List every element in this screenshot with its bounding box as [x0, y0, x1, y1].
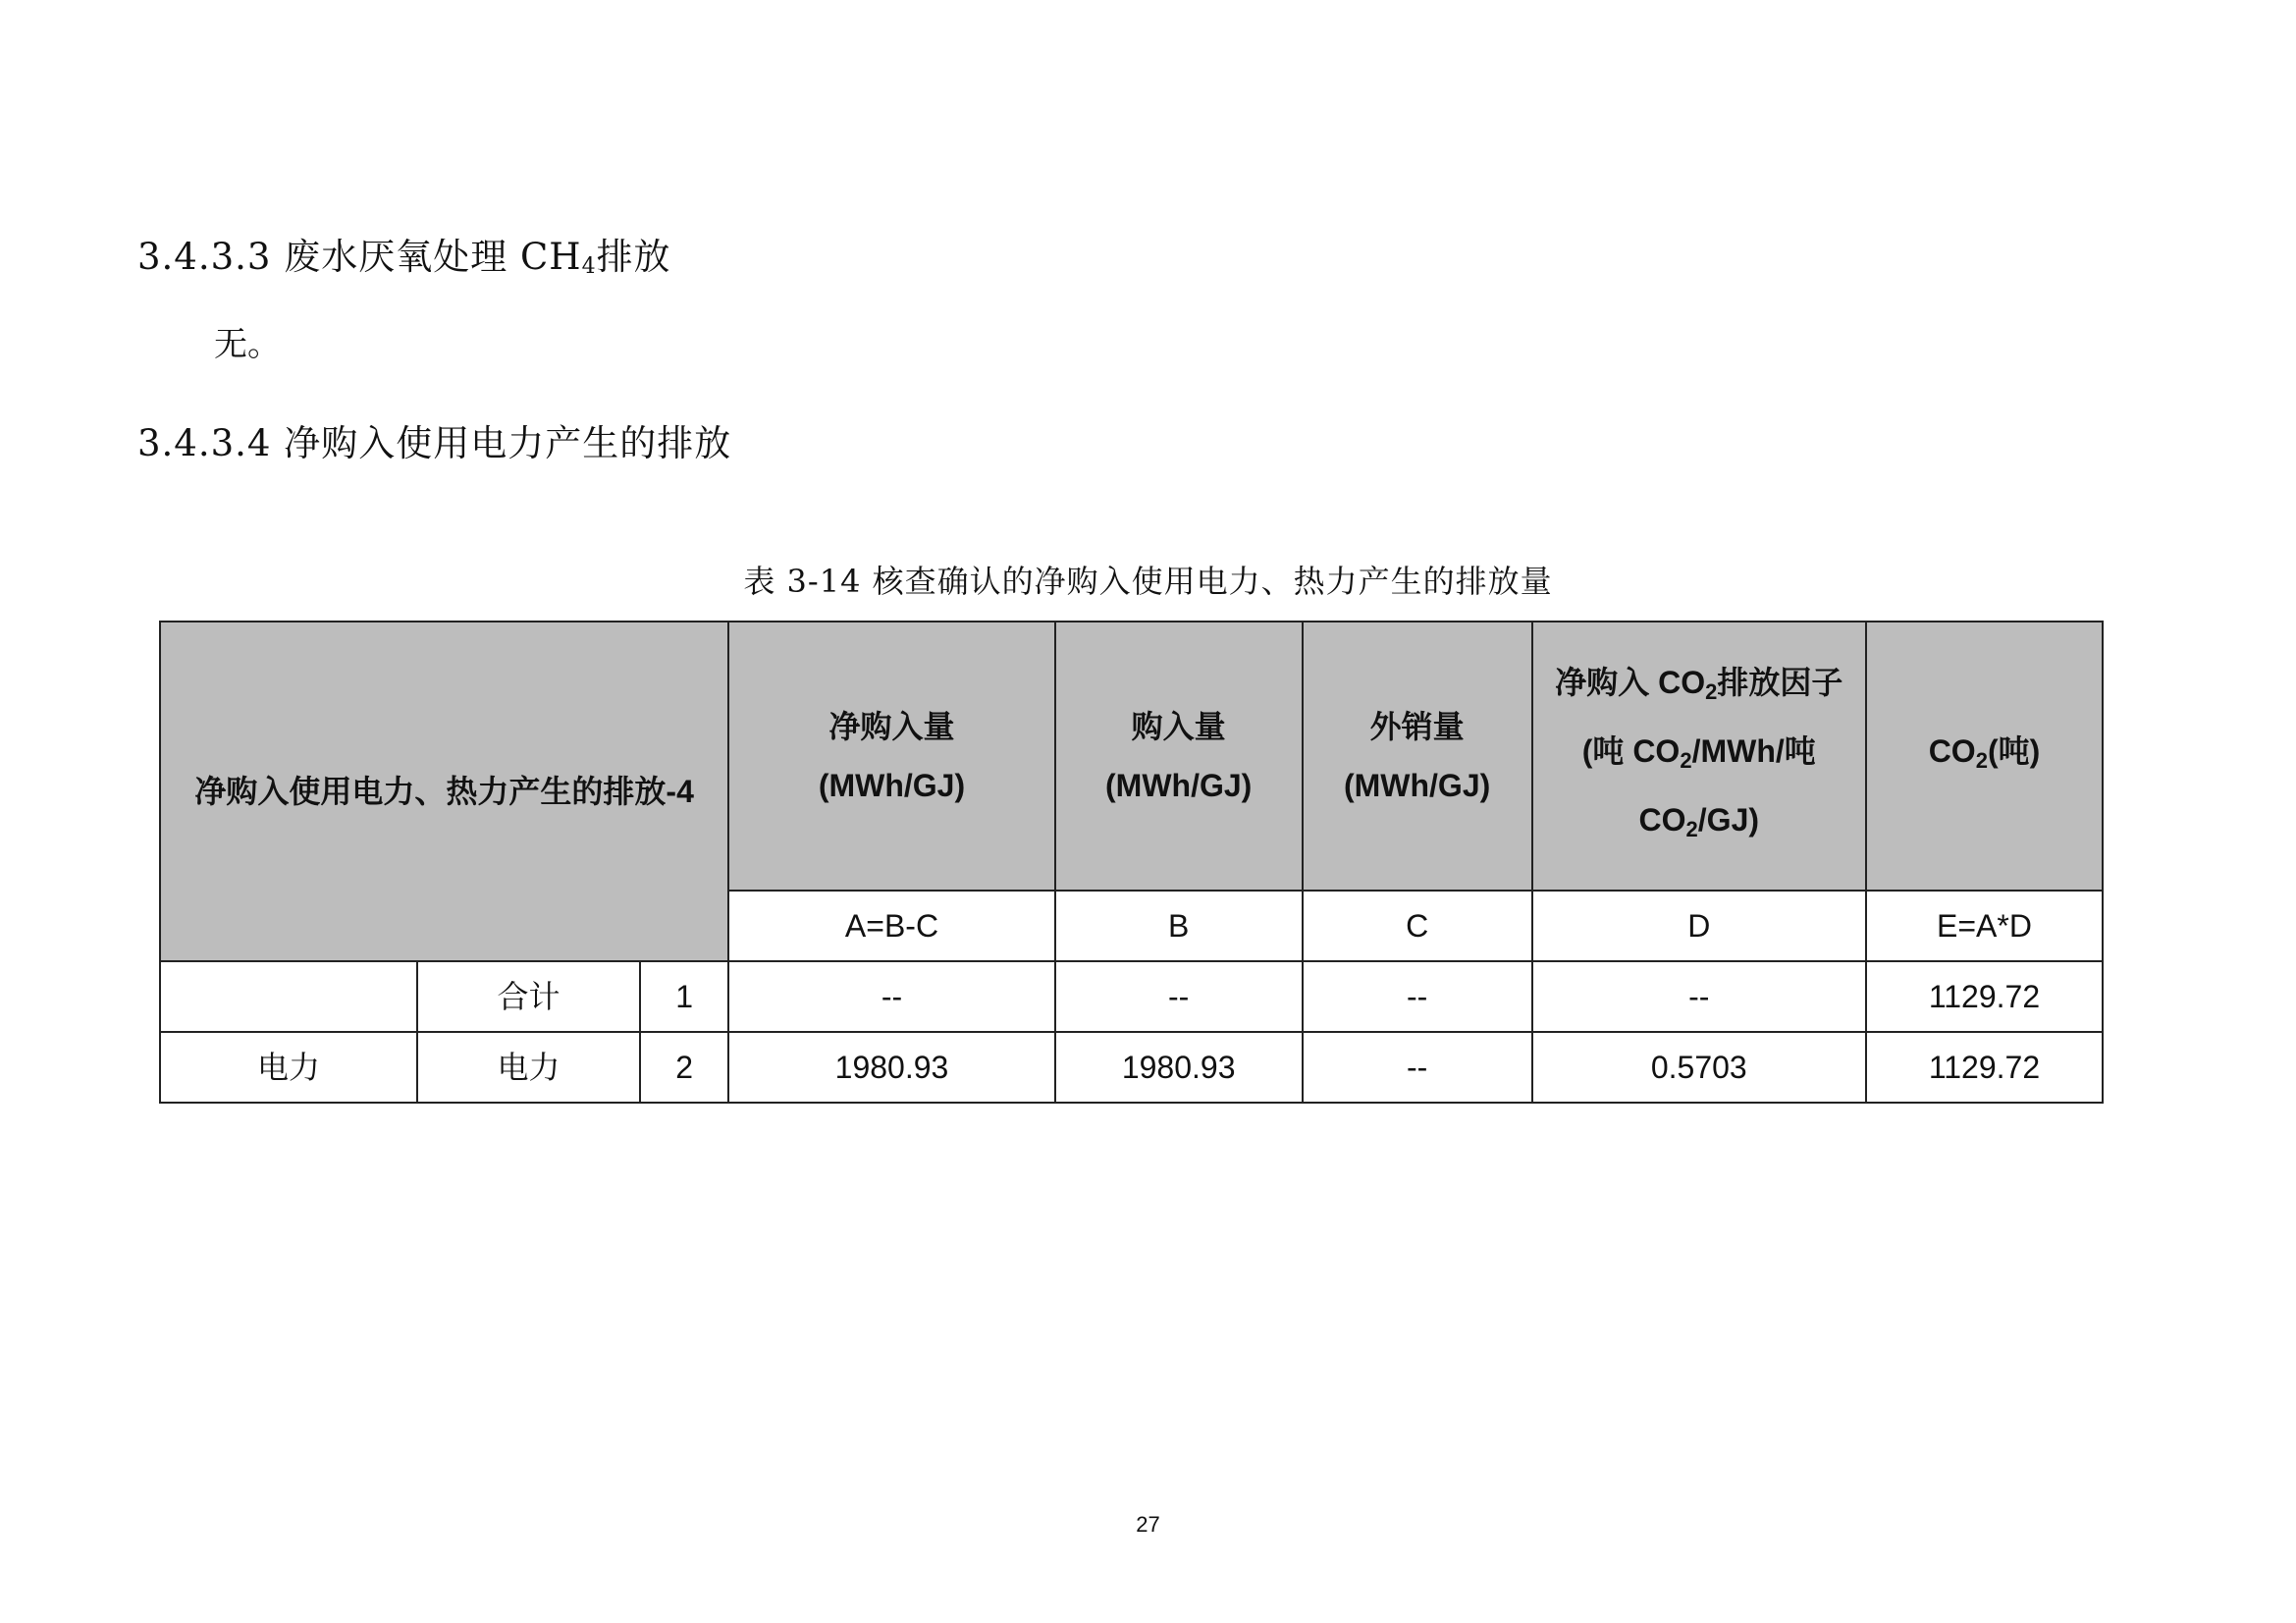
header-export: [1303, 622, 1532, 891]
table-row: [160, 1032, 2103, 1103]
subscript: 2: [1975, 748, 1988, 773]
header-export-unit: (MWh/GJ): [1343, 768, 1491, 803]
section-number: 3.4.3.3: [137, 236, 272, 278]
formula-b: B: [1055, 891, 1303, 961]
cell-type: [160, 961, 417, 1032]
ef-l3: CO: [1638, 802, 1686, 838]
ef-l2: (吨 CO: [1581, 733, 1681, 769]
section-heading-3-4-3-3: [137, 233, 671, 292]
cell-a: 1980.93: [728, 1032, 1054, 1103]
section-number: 3.4.3.4: [137, 422, 272, 464]
subscript: 2: [1685, 817, 1698, 841]
header-purchase-unit: (MWh/GJ): [1105, 768, 1253, 803]
cell-type: 电力: [160, 1032, 417, 1103]
paragraph: 无。: [214, 325, 281, 364]
cell-e: 1129.72: [1866, 1032, 2103, 1103]
co2-unit: (吨): [1987, 733, 2041, 769]
subscript: 2: [1680, 748, 1692, 773]
header-emission-factor: [1532, 622, 1866, 891]
section-title-end: 排放: [596, 236, 671, 278]
subscript: 4: [581, 254, 597, 279]
cell-e: 1129.72: [1866, 961, 2103, 1032]
header-net-purchase: [728, 622, 1054, 891]
header-net-purchase-label: 净购入量: [828, 709, 955, 744]
header-purchase-label: 购入量: [1131, 709, 1226, 744]
page-number: 27: [1136, 1512, 1160, 1537]
ef-l1: 净购入 CO: [1555, 665, 1706, 700]
cell-a: --: [728, 961, 1054, 1032]
cell-no: 2: [640, 1032, 728, 1103]
ef-l2-end: /MWh/吨: [1691, 733, 1816, 769]
row-header: 净购入使用电力、热力产生的排放-4: [194, 774, 694, 809]
cell-name: 电力: [417, 1032, 640, 1103]
formula-c: C: [1303, 891, 1532, 961]
formula-d: D: [1532, 891, 1866, 961]
table-caption: 表 3-14 核查确认的净购入使用电力、热力产生的排放量: [743, 563, 1553, 600]
emissions-table: [159, 621, 2104, 1104]
cell-b: 1980.93: [1055, 1032, 1303, 1103]
cell-c: --: [1303, 1032, 1532, 1103]
header-export-label: 外销量: [1369, 709, 1465, 744]
formula-a: A=B-C: [728, 891, 1054, 961]
subscript: 2: [1705, 679, 1718, 704]
cell-d: 0.5703: [1532, 1032, 1866, 1103]
header-net-purchase-unit: (MWh/GJ): [818, 768, 966, 803]
row-header-cell: [160, 622, 728, 961]
co2-label: CO: [1928, 733, 1976, 769]
ef-l1-end: 排放因子: [1717, 665, 1843, 700]
cell-d: --: [1532, 961, 1866, 1032]
cell-no: 1: [640, 961, 728, 1032]
section-heading-3-4-3-4: [137, 419, 731, 468]
formula-e: E=A*D: [1866, 891, 2103, 961]
cell-name: 合计: [417, 961, 640, 1032]
table-row: [160, 961, 2103, 1032]
cell-b: --: [1055, 961, 1303, 1032]
ef-l3-end: /GJ): [1697, 802, 1760, 838]
section-title: 废水厌氧处理 CH: [284, 236, 582, 278]
cell-c: --: [1303, 961, 1532, 1032]
header-purchase: [1055, 622, 1303, 891]
section-title: 净购入使用电力产生的排放: [284, 422, 732, 464]
header-co2: [1866, 622, 2103, 891]
